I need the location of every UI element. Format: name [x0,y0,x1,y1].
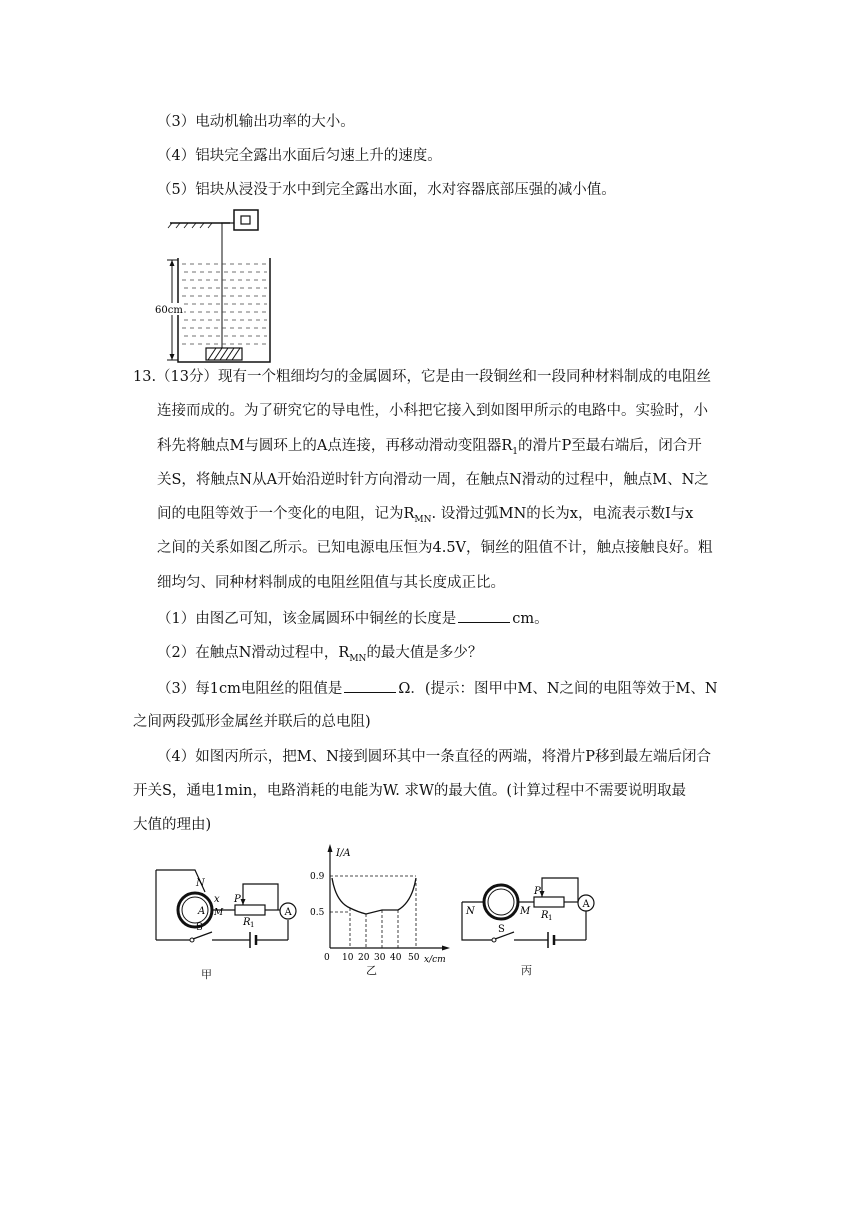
q13-line-1: 13.（13分）现有一个粗细均匀的金属圆环，它是由一段铜丝和一段同种材料制成的电阻丝 [133,369,712,385]
q13-part-4-line-2: 开关S，通电1min，电路消耗的电能为W. 求W的最大值。(计算过程中不需要说明取最 [133,783,687,799]
circuit-figure-bing [458,872,600,972]
svg-text:N: N [196,878,205,889]
svg-text:S: S [196,922,203,933]
q13-line-2: 连接而成的。为了研究它的导电性，小科把它接入到如图甲所示的电路中。实验时，小 [157,403,708,419]
q13-part-3: （3）每1cm电阻丝的阻值是 Ω．(提示：图甲中M、N之间的电阻等效于M、N [157,678,718,699]
svg-text:40: 40 [390,953,402,963]
svg-text:R: R [541,910,549,921]
motor-icon [234,210,258,230]
svg-text:50: 50 [408,953,420,963]
depth-label: 60cm [155,305,183,316]
svg-text:x: x [214,894,220,905]
svg-text:A: A [198,906,206,917]
q13-part-1: （1）由图乙可知，该金属圆环中铜丝的长度是 cm。 [157,608,549,629]
q13-line-5: 间的电阻等效于一个变化的电阻，记为$R_{MN}$. 设滑过弧MN的长为x，电流表示数I与x [157,506,694,525]
q13-line-6: 之间的关系如图乙所示。已知电源电压恒为4.5V，铜丝的阻值不计，触点接触良好。粗 [157,540,713,556]
q13-line-3: 科先将触点M与圆环上的A点连接，再移动滑动变阻器$R_1$的滑片P至最右端后，闭合开 [157,438,702,457]
svg-text:N: N [466,906,475,917]
svg-text:0.9: 0.9 [310,872,325,882]
caption-bing: 丙 [521,964,532,977]
caption-yi: 乙 [366,964,377,977]
svg-text:S: S [498,924,505,935]
svg-text:R: R [243,917,251,928]
svg-text:1: 1 [250,921,255,929]
q13-part-3-cont: 之间两段弧形金属丝并联后的总电阻) [133,714,371,730]
svg-text:A: A [582,899,590,910]
tank-motor-figure [150,208,280,366]
svg-text:0: 0 [324,953,330,963]
svg-text:M: M [520,906,531,917]
svg-text:P: P [534,886,541,897]
q13-line-7: 细均匀、同种材料制成的电阻丝阻值与其长度成正比。 [157,575,505,591]
answer-blank-1[interactable] [458,608,510,623]
caption-jia: 甲 [201,968,212,981]
svg-text:20: 20 [358,953,370,963]
svg-text:1: 1 [548,914,553,922]
q13-part-2: （2）在触点N滑动过程中，$R_{MN}$的最大值是多少？ [157,645,483,664]
q13-part-4-line-3: 大值的理由) [133,817,212,833]
q13-part-4-line-1: （4）如图丙所示，把M、N接到圆环其中一条直径的两端，将滑片P移到最左端后闭合 [157,749,712,765]
graph-figure-yi [308,842,458,972]
svg-text:P: P [234,894,241,905]
question-5: （5）铝块从浸没于水中到完全露出水面，水对容器底部压强的减小值。 [157,182,616,198]
svg-text:10: 10 [342,953,354,963]
question-3: （3）电动机输出功率的大小。 [157,114,355,130]
svg-text:30: 30 [374,953,386,963]
question-4: （4）铝块完全露出水面后匀速上升的速度。 [157,148,442,164]
q13-line-4: 关S，将触点N从A开始沿逆时针方向滑动一周，在触点N滑动的过程中，触点M、N之 [157,472,709,488]
svg-text:I/A: I/A [336,848,351,859]
svg-text:x/cm: x/cm [424,955,446,965]
answer-blank-3[interactable] [344,678,396,693]
circuit-figure-jia [150,862,300,982]
svg-text:A: A [284,907,292,918]
svg-text:0.5: 0.5 [310,908,325,918]
svg-text:M: M [214,908,224,918]
